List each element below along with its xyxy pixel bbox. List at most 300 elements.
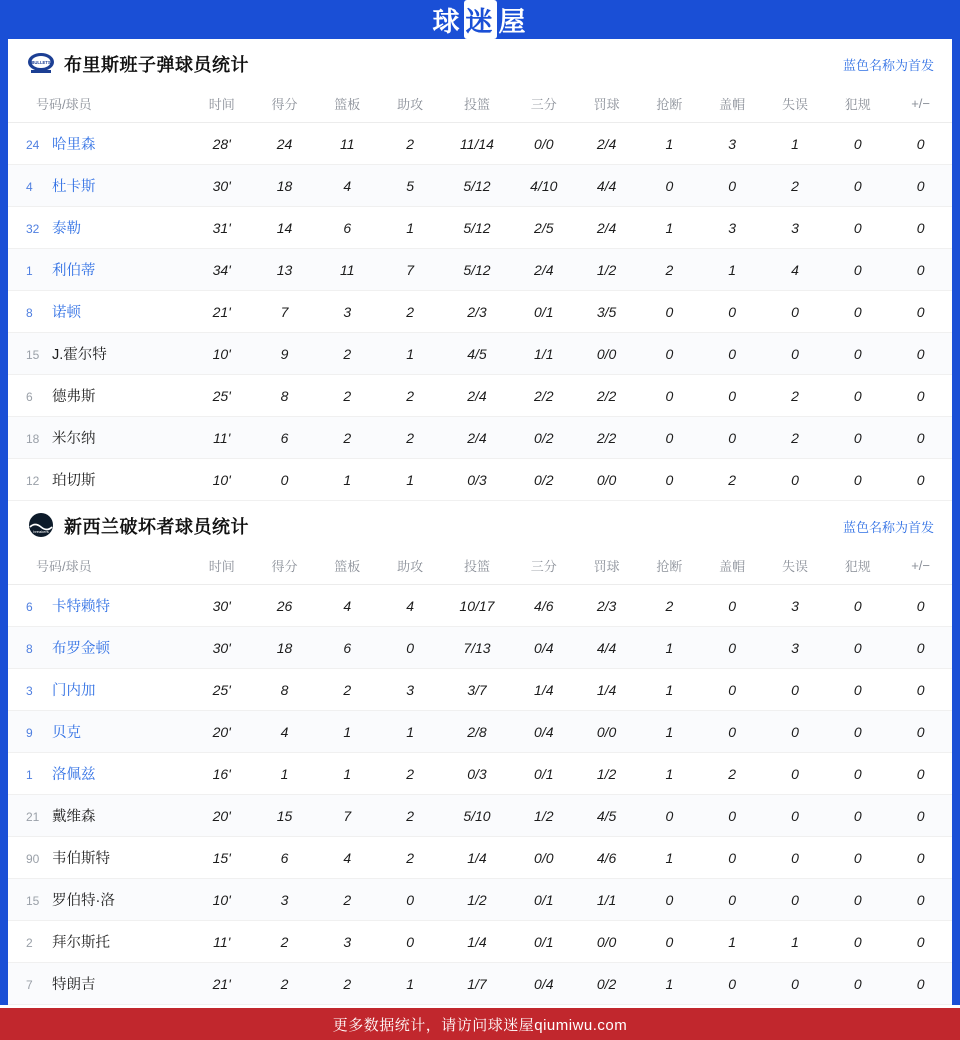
player-name: 韦伯斯特 xyxy=(52,851,110,868)
player-cell[interactable] xyxy=(8,879,190,921)
stat-fouls: 0 xyxy=(826,585,889,627)
player-cell[interactable] xyxy=(8,753,190,795)
player-name: 杜卡斯 xyxy=(52,179,96,196)
footer-text: 更多数据统计，请访问球迷屋qiumiwu.com xyxy=(332,1016,628,1034)
player-name: 卡特赖特 xyxy=(52,599,110,616)
team-logo-bullets-icon xyxy=(26,49,56,79)
player-cell[interactable] xyxy=(8,585,190,627)
stat-assists: 1 xyxy=(379,459,442,501)
svg-text:BULLETS: BULLETS xyxy=(31,60,51,66)
col-header-fouls: 犯规 xyxy=(826,549,889,585)
stat-steals: 0 xyxy=(638,879,701,921)
svg-text:breakers: breakers xyxy=(33,529,49,535)
stat-turnovers: 0 xyxy=(764,333,827,375)
stat-three: 2/4 xyxy=(512,249,575,291)
stat-assists: 2 xyxy=(379,753,442,795)
player-cell[interactable] xyxy=(8,375,190,417)
col-header-player: 号码/球员 xyxy=(8,87,190,123)
player-name: 洛佩兹 xyxy=(52,767,96,784)
stat-fg: 0/3 xyxy=(442,459,513,501)
brand-text-right: 屋 xyxy=(498,7,528,38)
stat-assists: 1 xyxy=(379,333,442,375)
stat-rebounds: 3 xyxy=(316,921,379,963)
table-row[interactable] xyxy=(8,963,952,1005)
stat-fouls: 0 xyxy=(826,207,889,249)
stat-steals: 0 xyxy=(638,921,701,963)
stat-points: 8 xyxy=(253,669,316,711)
stat-points: 6 xyxy=(253,417,316,459)
stat-blocks: 0 xyxy=(701,291,764,333)
table-row[interactable] xyxy=(8,291,952,333)
stat-assists: 2 xyxy=(379,291,442,333)
stat-minutes: 21' xyxy=(190,291,253,333)
stat-fouls: 0 xyxy=(826,249,889,291)
stat-steals: 0 xyxy=(638,333,701,375)
stat-fg: 7/13 xyxy=(442,627,513,669)
stat-assists: 0 xyxy=(379,879,442,921)
stat-fg: 2/4 xyxy=(442,417,513,459)
stat-turnovers: 0 xyxy=(764,753,827,795)
col-header-turnovers: 失误 xyxy=(764,549,827,585)
stat-steals: 0 xyxy=(638,795,701,837)
player-cell[interactable] xyxy=(8,963,190,1005)
stat-fg: 5/12 xyxy=(442,249,513,291)
stat-minutes: 34' xyxy=(190,249,253,291)
stat-fouls: 0 xyxy=(826,837,889,879)
stat-turnovers: 1 xyxy=(764,921,827,963)
col-header-assists: 助攻 xyxy=(379,549,442,585)
stat-three: 4/10 xyxy=(512,165,575,207)
stat-assists: 4 xyxy=(379,585,442,627)
stat-fg: 3/7 xyxy=(442,669,513,711)
stat-steals: 1 xyxy=(638,207,701,249)
stat-ft: 1/1 xyxy=(575,879,638,921)
stat-turnovers: 2 xyxy=(764,417,827,459)
stat-fg: 5/12 xyxy=(442,207,513,249)
player-number: 21 xyxy=(26,810,40,825)
player-cell[interactable] xyxy=(8,837,190,879)
player-name: 贝克 xyxy=(52,725,81,742)
stat-minutes: 31' xyxy=(190,207,253,249)
player-name: J.霍尔特 xyxy=(52,347,107,364)
stat-ft: 2/3 xyxy=(575,585,638,627)
stat-rebounds: 6 xyxy=(316,207,379,249)
stat-plusminus: 0 xyxy=(889,207,952,249)
stat-plusminus: 0 xyxy=(889,711,952,753)
table-row[interactable] xyxy=(8,753,952,795)
stat-points: 7 xyxy=(253,291,316,333)
stat-steals: 1 xyxy=(638,837,701,879)
stat-turnovers: 3 xyxy=(764,627,827,669)
stat-fouls: 0 xyxy=(826,795,889,837)
stat-minutes: 28' xyxy=(190,123,253,165)
player-cell[interactable] xyxy=(8,795,190,837)
player-number: 15 xyxy=(26,894,40,909)
table-body-0 xyxy=(8,123,952,501)
player-number: 32 xyxy=(26,222,40,237)
player-name: 拜尔斯托 xyxy=(52,935,110,952)
stat-fouls: 0 xyxy=(826,753,889,795)
stat-fg: 5/12 xyxy=(442,165,513,207)
stat-ft: 4/6 xyxy=(575,837,638,879)
stat-minutes: 20' xyxy=(190,711,253,753)
col-header-fg: 投篮 xyxy=(442,549,513,585)
player-cell[interactable] xyxy=(8,669,190,711)
player-name: 哈里森 xyxy=(52,137,96,154)
stat-three: 0/4 xyxy=(512,627,575,669)
table-header-row xyxy=(8,549,952,585)
stat-steals: 0 xyxy=(638,291,701,333)
stat-plusminus: 0 xyxy=(889,249,952,291)
table-row[interactable] xyxy=(8,333,952,375)
table-row[interactable] xyxy=(8,795,952,837)
stat-rebounds: 1 xyxy=(316,459,379,501)
player-cell[interactable] xyxy=(8,627,190,669)
stat-assists: 1 xyxy=(379,963,442,1005)
footer-bar xyxy=(0,1008,960,1040)
stat-blocks: 0 xyxy=(701,165,764,207)
stat-turnovers: 3 xyxy=(764,207,827,249)
stat-rebounds: 1 xyxy=(316,711,379,753)
stat-ft: 2/2 xyxy=(575,417,638,459)
stat-fouls: 0 xyxy=(826,963,889,1005)
stat-points: 18 xyxy=(253,627,316,669)
stat-blocks: 0 xyxy=(701,879,764,921)
stat-plusminus: 0 xyxy=(889,627,952,669)
stat-plusminus: 0 xyxy=(889,165,952,207)
stat-rebounds: 7 xyxy=(316,795,379,837)
player-cell[interactable] xyxy=(8,459,190,501)
stat-assists: 3 xyxy=(379,669,442,711)
player-cell[interactable] xyxy=(8,921,190,963)
stat-minutes: 20' xyxy=(190,795,253,837)
player-number: 15 xyxy=(26,348,40,363)
stat-steals: 2 xyxy=(638,249,701,291)
col-header-rebounds: 篮板 xyxy=(316,549,379,585)
stat-assists: 1 xyxy=(379,207,442,249)
stat-ft: 4/4 xyxy=(575,627,638,669)
stat-assists: 2 xyxy=(379,795,442,837)
player-name: 戴维森 xyxy=(52,809,96,826)
stat-plusminus: 0 xyxy=(889,333,952,375)
col-header-points: 得分 xyxy=(253,87,316,123)
stat-minutes: 16' xyxy=(190,753,253,795)
stat-points: 2 xyxy=(253,963,316,1005)
stat-ft: 0/2 xyxy=(575,963,638,1005)
stat-fouls: 0 xyxy=(826,123,889,165)
stat-steals: 1 xyxy=(638,711,701,753)
table-body-1 xyxy=(8,585,952,1005)
stat-minutes: 21' xyxy=(190,963,253,1005)
stat-rebounds: 11 xyxy=(316,123,379,165)
player-name: 罗伯特·洛 xyxy=(52,893,115,910)
stat-three: 0/1 xyxy=(512,879,575,921)
player-number: 18 xyxy=(26,432,40,447)
stat-three: 0/2 xyxy=(512,417,575,459)
stat-turnovers: 0 xyxy=(764,795,827,837)
stat-fg: 11/14 xyxy=(442,123,513,165)
col-header-ft: 罚球 xyxy=(575,549,638,585)
player-name: 诺顿 xyxy=(52,305,81,322)
player-number: 9 xyxy=(26,726,33,741)
col-header-plusminus: +/− xyxy=(889,87,952,123)
stat-three: 0/1 xyxy=(512,291,575,333)
stat-turnovers: 0 xyxy=(764,879,827,921)
stat-points: 8 xyxy=(253,375,316,417)
col-header-three: 三分 xyxy=(512,87,575,123)
player-number: 90 xyxy=(26,852,40,867)
stat-blocks: 0 xyxy=(701,417,764,459)
stat-plusminus: 0 xyxy=(889,123,952,165)
stat-points: 1 xyxy=(253,753,316,795)
stat-fg: 2/4 xyxy=(442,375,513,417)
col-header-steals: 抢断 xyxy=(638,549,701,585)
stat-plusminus: 0 xyxy=(889,837,952,879)
stat-steals: 1 xyxy=(638,669,701,711)
stat-fouls: 0 xyxy=(826,627,889,669)
stat-minutes: 11' xyxy=(190,417,253,459)
stat-assists: 2 xyxy=(379,375,442,417)
player-cell[interactable] xyxy=(8,165,190,207)
stat-fg: 1/4 xyxy=(442,921,513,963)
player-name: 布罗金顿 xyxy=(52,641,110,658)
table-row[interactable] xyxy=(8,207,952,249)
stat-points: 26 xyxy=(253,585,316,627)
team-header-0 xyxy=(8,39,952,87)
stat-fouls: 0 xyxy=(826,375,889,417)
player-name: 利伯蒂 xyxy=(52,263,96,280)
stat-steals: 0 xyxy=(638,375,701,417)
stat-blocks: 0 xyxy=(701,627,764,669)
player-cell[interactable] xyxy=(8,123,190,165)
stat-three: 0/4 xyxy=(512,963,575,1005)
stat-blocks: 2 xyxy=(701,459,764,501)
stat-rebounds: 2 xyxy=(316,669,379,711)
stat-steals: 1 xyxy=(638,963,701,1005)
stat-rebounds: 4 xyxy=(316,837,379,879)
stat-plusminus: 0 xyxy=(889,459,952,501)
stat-plusminus: 0 xyxy=(889,585,952,627)
stat-steals: 2 xyxy=(638,585,701,627)
stat-ft: 0/0 xyxy=(575,459,638,501)
player-name: 米尔纳 xyxy=(52,431,96,448)
col-header-player: 号码/球员 xyxy=(8,549,190,585)
player-number: 8 xyxy=(26,642,33,657)
stat-turnovers: 4 xyxy=(764,249,827,291)
player-number: 4 xyxy=(26,180,33,195)
stat-rebounds: 2 xyxy=(316,375,379,417)
col-header-plusminus: +/− xyxy=(889,549,952,585)
stat-minutes: 25' xyxy=(190,375,253,417)
stat-turnovers: 3 xyxy=(764,585,827,627)
player-number: 24 xyxy=(26,138,40,153)
stat-assists: 2 xyxy=(379,417,442,459)
stat-assists: 7 xyxy=(379,249,442,291)
stat-steals: 1 xyxy=(638,753,701,795)
stat-three: 1/1 xyxy=(512,333,575,375)
stat-points: 24 xyxy=(253,123,316,165)
col-header-minutes: 时间 xyxy=(190,549,253,585)
table-row[interactable] xyxy=(8,669,952,711)
stat-steals: 0 xyxy=(638,459,701,501)
stat-turnovers: 0 xyxy=(764,963,827,1005)
stat-fg: 10/17 xyxy=(442,585,513,627)
stat-fg: 0/3 xyxy=(442,753,513,795)
stat-fg: 2/3 xyxy=(442,291,513,333)
brand-text-mid: 迷 xyxy=(464,0,497,39)
stat-turnovers: 0 xyxy=(764,837,827,879)
player-stats-table-0 xyxy=(8,87,952,501)
stat-fg: 5/10 xyxy=(442,795,513,837)
app-header xyxy=(0,0,960,39)
player-cell[interactable] xyxy=(8,291,190,333)
stat-rebounds: 2 xyxy=(316,333,379,375)
col-header-blocks: 盖帽 xyxy=(701,87,764,123)
stat-blocks: 2 xyxy=(701,753,764,795)
table-row[interactable] xyxy=(8,627,952,669)
stat-turnovers: 0 xyxy=(764,669,827,711)
table-row[interactable] xyxy=(8,459,952,501)
stat-plusminus: 0 xyxy=(889,669,952,711)
stat-blocks: 0 xyxy=(701,585,764,627)
stat-points: 15 xyxy=(253,795,316,837)
player-cell[interactable] xyxy=(8,417,190,459)
table-row[interactable] xyxy=(8,375,952,417)
stat-minutes: 30' xyxy=(190,165,253,207)
player-cell[interactable] xyxy=(8,333,190,375)
stat-plusminus: 0 xyxy=(889,417,952,459)
stat-ft: 4/5 xyxy=(575,795,638,837)
stat-minutes: 10' xyxy=(190,459,253,501)
col-header-points: 得分 xyxy=(253,549,316,585)
stat-fouls: 0 xyxy=(826,459,889,501)
table-header-row xyxy=(8,87,952,123)
stat-assists: 2 xyxy=(379,123,442,165)
stat-plusminus: 0 xyxy=(889,795,952,837)
stat-rebounds: 4 xyxy=(316,585,379,627)
stat-blocks: 0 xyxy=(701,333,764,375)
table-row[interactable] xyxy=(8,417,952,459)
col-header-rebounds: 篮板 xyxy=(316,87,379,123)
stat-ft: 2/4 xyxy=(575,207,638,249)
table-row[interactable] xyxy=(8,123,952,165)
stats-card xyxy=(8,39,952,1005)
player-number: 6 xyxy=(26,600,33,615)
stat-three: 4/6 xyxy=(512,585,575,627)
stat-minutes: 10' xyxy=(190,879,253,921)
player-name: 门内加 xyxy=(52,683,96,700)
player-number: 1 xyxy=(26,264,33,279)
col-header-three: 三分 xyxy=(512,549,575,585)
stat-fouls: 0 xyxy=(826,165,889,207)
player-number: 12 xyxy=(26,474,40,489)
stat-ft: 4/4 xyxy=(575,165,638,207)
stat-steals: 0 xyxy=(638,417,701,459)
stat-rebounds: 2 xyxy=(316,417,379,459)
stat-ft: 1/2 xyxy=(575,753,638,795)
stat-plusminus: 0 xyxy=(889,921,952,963)
stat-rebounds: 1 xyxy=(316,753,379,795)
stat-fouls: 0 xyxy=(826,291,889,333)
table-row[interactable] xyxy=(8,165,952,207)
stat-ft: 0/0 xyxy=(575,921,638,963)
player-name: 德弗斯 xyxy=(52,389,96,406)
team-name-0: 布里斯班子弹球员统计 xyxy=(64,55,249,76)
stat-rebounds: 2 xyxy=(316,963,379,1005)
table-row[interactable] xyxy=(8,921,952,963)
stat-steals: 1 xyxy=(638,123,701,165)
player-number: 8 xyxy=(26,306,33,321)
stat-points: 18 xyxy=(253,165,316,207)
player-cell[interactable] xyxy=(8,207,190,249)
stat-three: 0/4 xyxy=(512,711,575,753)
starter-note-1: 蓝色名称为首发 xyxy=(842,519,934,535)
col-header-fouls: 犯规 xyxy=(826,87,889,123)
stat-fouls: 0 xyxy=(826,879,889,921)
player-number: 2 xyxy=(26,936,33,951)
player-cell[interactable] xyxy=(8,249,190,291)
stat-ft: 2/4 xyxy=(575,123,638,165)
player-number: 6 xyxy=(26,390,33,405)
stat-plusminus: 0 xyxy=(889,375,952,417)
table-row[interactable] xyxy=(8,585,952,627)
col-header-blocks: 盖帽 xyxy=(701,549,764,585)
stat-assists: 0 xyxy=(379,921,442,963)
stat-fg: 1/7 xyxy=(442,963,513,1005)
col-header-assists: 助攻 xyxy=(379,87,442,123)
stat-turnovers: 2 xyxy=(764,165,827,207)
brand-logo xyxy=(433,0,528,39)
stat-steals: 0 xyxy=(638,165,701,207)
stat-rebounds: 11 xyxy=(316,249,379,291)
table-row[interactable] xyxy=(8,879,952,921)
stat-rebounds: 2 xyxy=(316,879,379,921)
col-header-steals: 抢断 xyxy=(638,87,701,123)
stat-ft: 1/2 xyxy=(575,249,638,291)
stat-rebounds: 3 xyxy=(316,291,379,333)
table-row[interactable] xyxy=(8,249,952,291)
stat-minutes: 30' xyxy=(190,585,253,627)
stat-turnovers: 2 xyxy=(764,375,827,417)
stat-blocks: 0 xyxy=(701,711,764,753)
player-number: 1 xyxy=(26,768,33,783)
stat-plusminus: 0 xyxy=(889,753,952,795)
stat-points: 3 xyxy=(253,879,316,921)
stat-fouls: 0 xyxy=(826,333,889,375)
stat-points: 6 xyxy=(253,837,316,879)
col-header-fg: 投篮 xyxy=(442,87,513,123)
stat-blocks: 0 xyxy=(701,795,764,837)
table-row[interactable] xyxy=(8,837,952,879)
stat-minutes: 15' xyxy=(190,837,253,879)
stat-three: 0/1 xyxy=(512,921,575,963)
stat-minutes: 11' xyxy=(190,921,253,963)
player-name: 特朗吉 xyxy=(52,977,96,994)
stat-fouls: 0 xyxy=(826,711,889,753)
stat-rebounds: 6 xyxy=(316,627,379,669)
stat-fouls: 0 xyxy=(826,417,889,459)
stat-ft: 2/2 xyxy=(575,375,638,417)
player-cell[interactable] xyxy=(8,711,190,753)
stat-fouls: 0 xyxy=(826,669,889,711)
player-number: 7 xyxy=(26,978,33,993)
table-row[interactable] xyxy=(8,711,952,753)
stat-fg: 1/2 xyxy=(442,879,513,921)
stat-minutes: 30' xyxy=(190,627,253,669)
stat-fg: 4/5 xyxy=(442,333,513,375)
stat-blocks: 3 xyxy=(701,123,764,165)
stat-turnovers: 0 xyxy=(764,291,827,333)
